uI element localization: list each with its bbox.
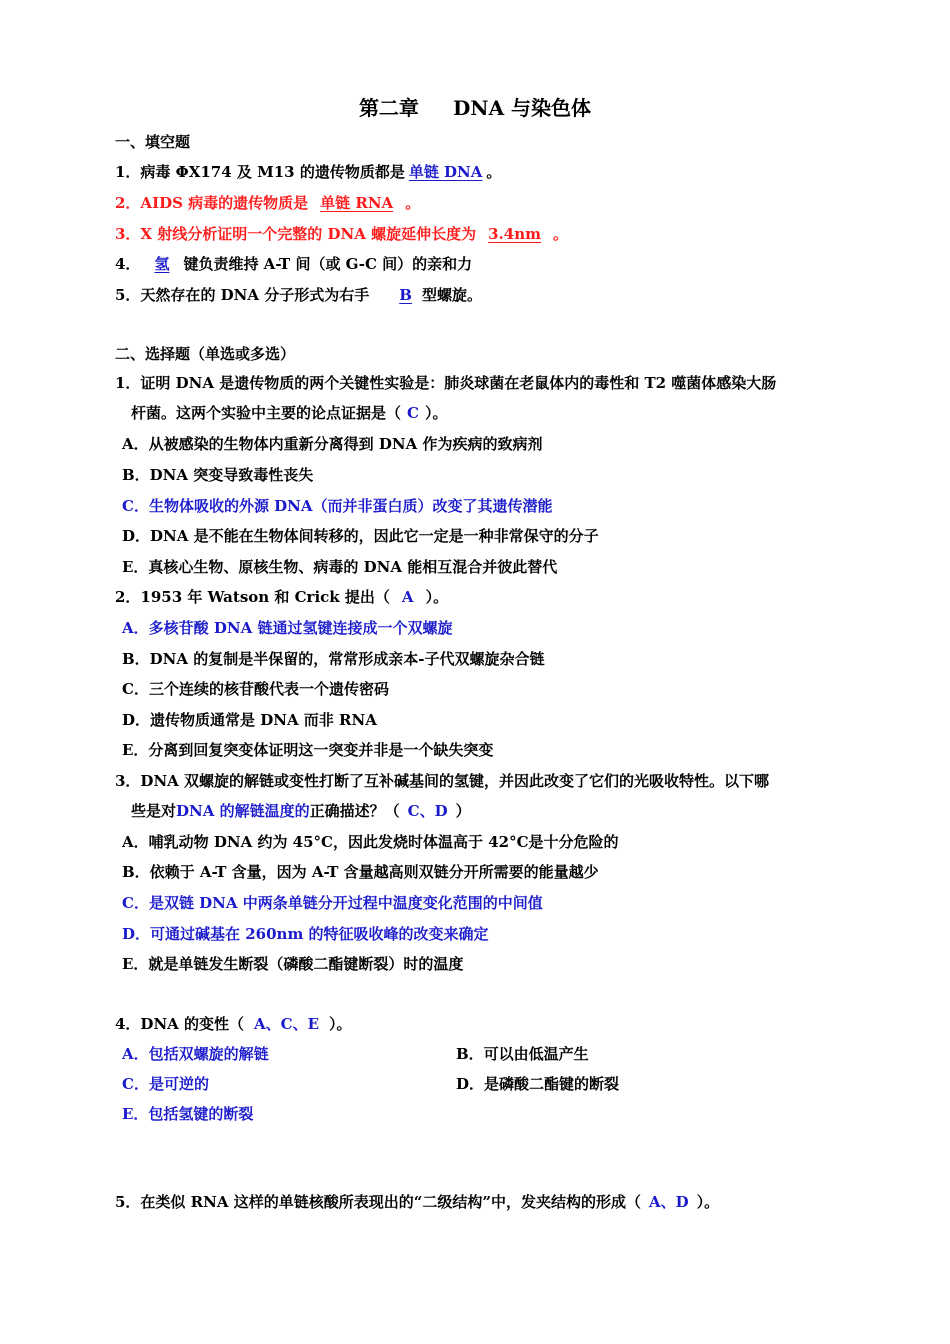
chapter-number: 第二章: [358, 96, 419, 120]
answer: A、D: [648, 1193, 689, 1211]
fill-question-4: 4． 氢 键负责维持 A-T 间（或 G-C 间）的亲和力: [115, 255, 473, 273]
chapter-name: DNA 与染色体: [452, 96, 592, 120]
section-heading-choice: 二、选择题（单选或多选）: [115, 345, 296, 363]
option-e: E．就是单链发生断裂（磷酸二酯键断裂）时的温度: [122, 955, 464, 973]
option-c: C．生物体吸收的外源 DNA（而并非蛋白质）改变了其遗传潜能: [122, 497, 553, 515]
option-b: B．可以由低温产生: [456, 1045, 589, 1063]
option-d: D．是磷酸二酯键的断裂: [456, 1075, 620, 1093]
option-a: A．从被感染的生物体内重新分离得到 DNA 作为疾病的致病剂: [122, 435, 543, 453]
choice-question-5: 5．在类似 RNA 这样的单链核酸所表现出的“二级结构”中，发夹结构的形成（ A、D ）。: [115, 1193, 720, 1211]
option-c: C．是可逆的: [122, 1075, 209, 1093]
fill-question-3: 3．X 射线分析证明一个完整的 DNA 螺旋延伸长度为 3.4nm 。: [115, 225, 568, 243]
option-a: A．哺乳动物 DNA 约为 45°C，因此发烧时体温高于 42°C是十分危险的: [122, 833, 619, 851]
choice-question-1-line2: 杆菌。这两个实验中主要的论点证据是（ C ）。: [131, 404, 448, 422]
answer-blank: B: [399, 286, 412, 304]
answer-blank: 单链 DNA: [408, 163, 483, 181]
option-a: A．多核苷酸 DNA 链通过氢键连接成一个双螺旋: [122, 619, 453, 637]
option-b: B．依赖于 A-T 含量，因为 A-T 含量越高则双链分开所需要的能量越少: [122, 863, 599, 881]
answer: C、D: [407, 802, 448, 820]
option-d: D．可通过碱基在 260nm 的特征吸收峰的改变来确定: [122, 925, 489, 943]
choice-question-3-line2: 些是对DNA 的解链温度的正确描述？（ C、D ）: [131, 802, 471, 820]
fill-question-2: 2．AIDS 病毒的遗传物质是 单链 RNA 。: [115, 194, 421, 212]
choice-question-1-line1: 1．证明 DNA 是遗传物质的两个关键性实验是：肺炎球菌在老鼠体内的毒性和 T2 噬菌体感染大肠: [115, 374, 777, 392]
option-a: A．包括双螺旋的解链: [122, 1045, 269, 1063]
choice-question-2: 2．1953 年 Watson 和 Crick 提出（ A ）。: [115, 588, 449, 606]
chapter-title: [0, 92, 950, 121]
option-b: B．DNA 突变导致毒性丧失: [122, 466, 314, 484]
answer: A: [401, 588, 414, 606]
option-e: E．包括氢键的断裂: [122, 1105, 254, 1123]
option-d: D．DNA 是不能在生物体间转移的，因此它一定是一种非常保守的分子: [122, 527, 599, 545]
option-e: E．真核心生物、原核生物、病毒的 DNA 能相互混合并彼此替代: [122, 558, 558, 576]
fill-question-5: 5．天然存在的 DNA 分子形式为右手 B 型螺旋。: [115, 286, 482, 304]
highlight-text: DNA 的解链温度的: [176, 802, 310, 820]
option-c: C．是双链 DNA 中两条单链分开过程中温度变化范围的中间值: [122, 894, 543, 912]
choice-question-3-line1: 3．DNA 双螺旋的解链或变性打断了互补碱基间的氢键，并因此改变了它们的光吸收特性。以下哪: [115, 772, 770, 790]
fill-question-1: 1．病毒 ΦX174 及 M13 的遗传物质都是 单链 DNA 。: [115, 163, 502, 181]
option-c: C．三个连续的核苷酸代表一个遗传密码: [122, 680, 389, 698]
answer-blank: 氢: [154, 255, 170, 273]
answer: C: [407, 404, 419, 422]
answer-blank: 3.4nm: [488, 225, 541, 243]
choice-question-4: 4．DNA 的变性（ A、C、E ）。: [115, 1015, 352, 1033]
answer-blank: 单链 RNA: [320, 194, 394, 212]
option-b: B．DNA 的复制是半保留的，常常形成亲本-子代双螺旋杂合链: [122, 650, 545, 668]
answer: A、C、E: [254, 1015, 320, 1033]
option-e: E．分离到回复突变体证明这一突变并非是一个缺失突变: [122, 741, 494, 759]
option-d: D．遗传物质通常是 DNA 而非 RNA: [122, 711, 377, 729]
section-heading-fill-blank: 一、填空题: [115, 133, 191, 151]
